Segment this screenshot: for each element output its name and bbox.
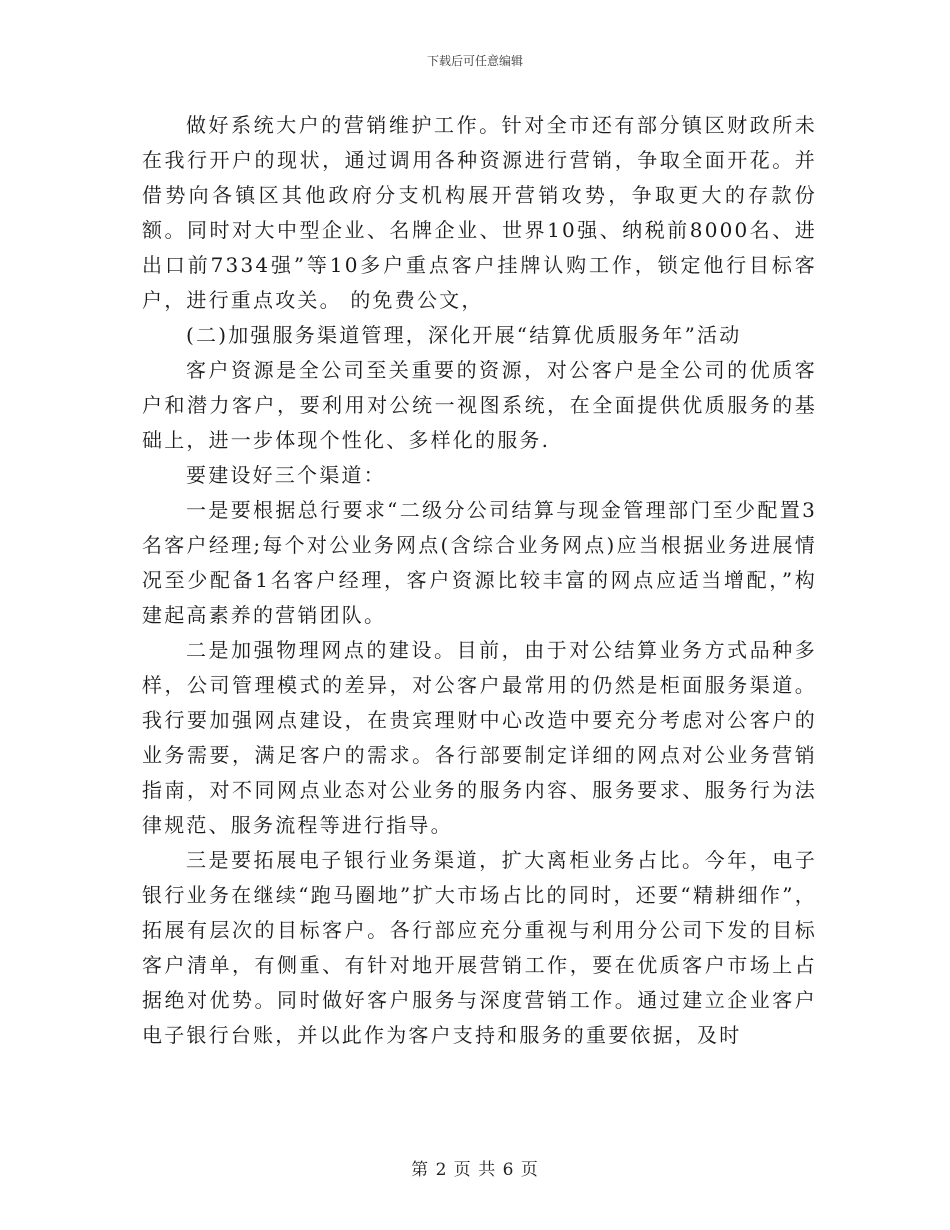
- paragraph-large-clients: 做好系统大户的营销维护工作。针对全市还有部分镇区财政所未在我行开户的现状，通过调用各种资源进行营销，争取全面开花。并借势向各镇区其他政府分支机构展开营销攻势，争取更大的存款份额。同时对大中型企业、名牌企业、世界10强、纳税前8000名、进出口前7334强”等10多户重点客户挂牌认购工作，锁定他行目标客户，进行重点攻关。 的免费公文，: [142, 113, 817, 312]
- paragraph-channel-two: 二是加强物理网点的建设。目前，由于对公结算业务方式品种多样，公司管理模式的差异，对公客户最常用的仍然是柜面服务渠道。我行要加强网点建设，在贵宾理财中心改造中要充分考虑对公客户的业务需要，满足客户的需求。各行部要制定详细的网点对公业务营销指南，对不同网点业态对公业务的服务内容、服务要求、服务行为法律规范、服务流程等进行指导。: [142, 638, 817, 837]
- paragraph-channel-one: 一是要根据总行要求“二级分公司结算与现金管理部门至少配置3名客户经理;每个对公业务网点(含综合业务网点)应当根据业务进展情况至少配备1名客户经理，客户资源比较丰富的网点应适当增配，”构建起高素养的营销团队。: [142, 498, 817, 627]
- section-heading-service-channels: (二)加强服务渠道管理，深化开展“结算优质服务年”活动: [186, 323, 742, 347]
- paragraph-three-channels: 要建设好三个渠道：: [186, 463, 386, 487]
- page-header: 下载后可任意编辑: [426, 54, 523, 68]
- paragraph-client-resources: 客户资源是全公司至关重要的资源，对公客户是全公司的优质客户和潜力客户，要利用对公统一视图系统，在全面提供优质服务的基础上，进一步体现个性化、多样化的服务.: [142, 358, 817, 452]
- page-footer: 第 2 页 共 6 页: [411, 1160, 539, 1180]
- document-body: [142, 108, 817, 1053]
- paragraph-channel-three: 三是要拓展电子银行业务渠道，扩大离柜业务占比。今年，电子银行业务在继续“跑马圈地”扩大市场占比的同时，还要“精耕细作”，拓展有层次的目标客户。各行部应充分重视与利用分公司下发的目标客户清单，有侧重、有针对地开展营销工作，要在优质客户市场上占据绝对优势。同时做好客户服务与深度营销工作。通过建立企业客户电子银行台账，并以此作为客户支持和服务的重要依据，及时: [142, 848, 817, 1047]
